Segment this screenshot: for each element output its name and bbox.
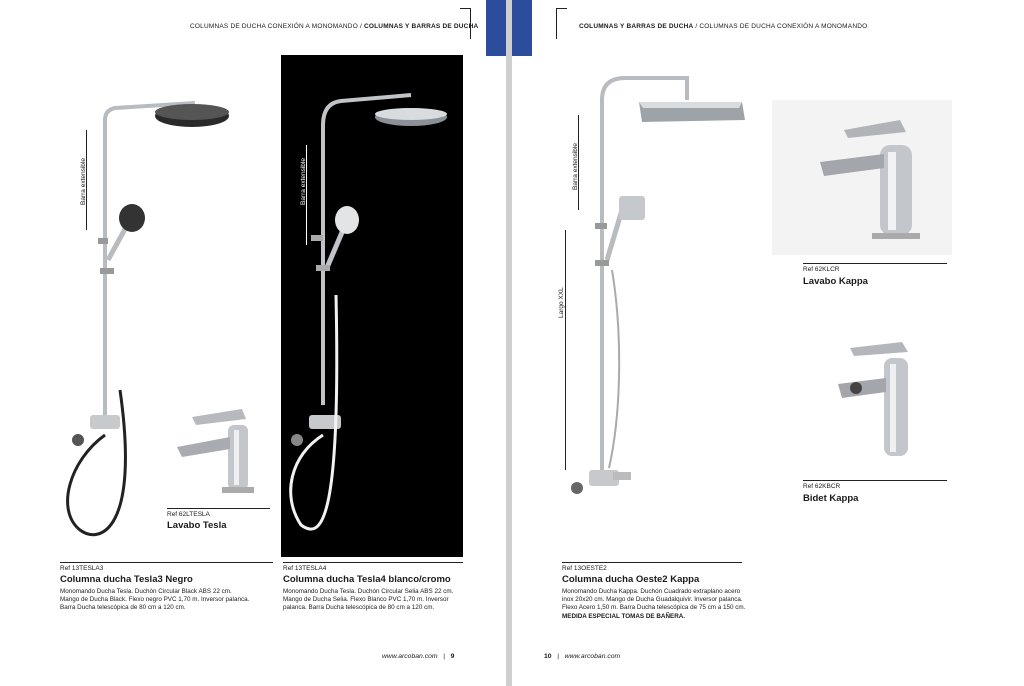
- product-rule: [803, 263, 947, 264]
- product-description: Monomando Ducha Tesla. Duchón Circular Selia ABS 22 cm. Mango de Ducha Selia. Flexo Blanco PVC 1,70 m. Inversor palanca. Barra Ducha telescópica de 80 cm a 120 cm.: [283, 588, 454, 612]
- product-name: Lavabo Kappa: [803, 276, 868, 287]
- product-rule: [167, 508, 270, 509]
- page-number: 10: [544, 653, 552, 660]
- section-tab: [512, 0, 532, 56]
- footer-separator: |: [443, 653, 445, 660]
- largo-xxl-label: Largo XXL: [558, 287, 565, 318]
- footer-url: www.arcoban.com: [382, 653, 438, 660]
- product-description-note: MEDIDA ESPECIAL TOMAS DE BAÑERA.: [562, 612, 686, 620]
- basin-faucet-image: [772, 100, 952, 255]
- basin-faucet-image: [172, 405, 268, 500]
- dimension-arrow: [565, 230, 566, 470]
- shower-column-white-image: [281, 55, 463, 557]
- barra-extensible-label: Barra extensible: [572, 143, 579, 190]
- right-page: [512, 0, 1024, 686]
- corner-mark: [460, 8, 471, 39]
- product-name: Columna ducha Tesla4 blanco/cromo: [283, 574, 451, 585]
- product-rule: [562, 562, 742, 563]
- page-header: [190, 23, 478, 30]
- shower-column-square-image: [567, 70, 757, 520]
- product-name: Bidet Kappa: [803, 493, 859, 504]
- header-text: / COLUMNAS DE DUCHA CONEXIÓN A MONOMANDO: [693, 23, 868, 30]
- page-number: 9: [450, 653, 455, 660]
- product-ref: Ref 62KBCR: [803, 483, 841, 490]
- footer-url: www.arcoban.com: [564, 653, 621, 660]
- product-rule: [803, 480, 947, 481]
- product-ref: Ref 62LTESLA: [167, 511, 210, 518]
- product-name: Columna ducha Tesla3 Negro: [60, 574, 193, 585]
- barra-extensible-label: Barra extensible: [300, 158, 307, 205]
- product-name: Lavabo Tesla: [167, 520, 227, 531]
- barra-extensible-label: Barra extensible: [80, 158, 87, 205]
- page-footer: [382, 653, 454, 660]
- footer-separator: |: [557, 653, 559, 660]
- header-bold-text: COLUMNAS Y BARRAS DE DUCHA: [363, 23, 479, 30]
- header-bold-text: COLUMNAS Y BARRAS DE DUCHA: [579, 23, 694, 30]
- product-description: Monomando Ducha Tesla. Duchón Circular Black ABS 22 cm. Mango de Ducha Black. Flexo negro PVC 1,70 m. Inversor palanca. Barra Ducha telescópica de 80 cm a 120 cm.: [60, 588, 250, 612]
- header-text: COLUMNAS DE DUCHA CONEXIÓN A MONOMANDO /: [190, 23, 364, 30]
- dark-product-photo: [281, 55, 463, 557]
- left-page: [0, 0, 506, 686]
- section-tab: [486, 0, 506, 56]
- product-rule: [60, 562, 273, 563]
- bidet-faucet-image: [832, 340, 922, 460]
- product-description-text: Monomando Ducha Kappa. Duchón Cuadrado extraplano acero inox 20x20 cm. Mango de Ducha Guadalquivir. Inversor palanca. Flexo Acero 1,50 m. Barra Ducha telescópica de 75 cm a 150 cm.: [562, 588, 746, 612]
- corner-mark: [556, 8, 567, 39]
- page-footer: [544, 653, 620, 660]
- product-ref: Ref 13OESTE2: [562, 565, 607, 572]
- product-ref: Ref 62KLCR: [803, 266, 840, 273]
- product-ref: Ref 13TESLA4: [283, 565, 327, 572]
- product-description: [562, 588, 752, 621]
- product-name: Columna ducha Oeste2 Kappa: [562, 574, 700, 585]
- product-ref: Ref 13TESLA3: [60, 565, 104, 572]
- product-rule: [283, 562, 463, 563]
- page-header: [579, 23, 867, 30]
